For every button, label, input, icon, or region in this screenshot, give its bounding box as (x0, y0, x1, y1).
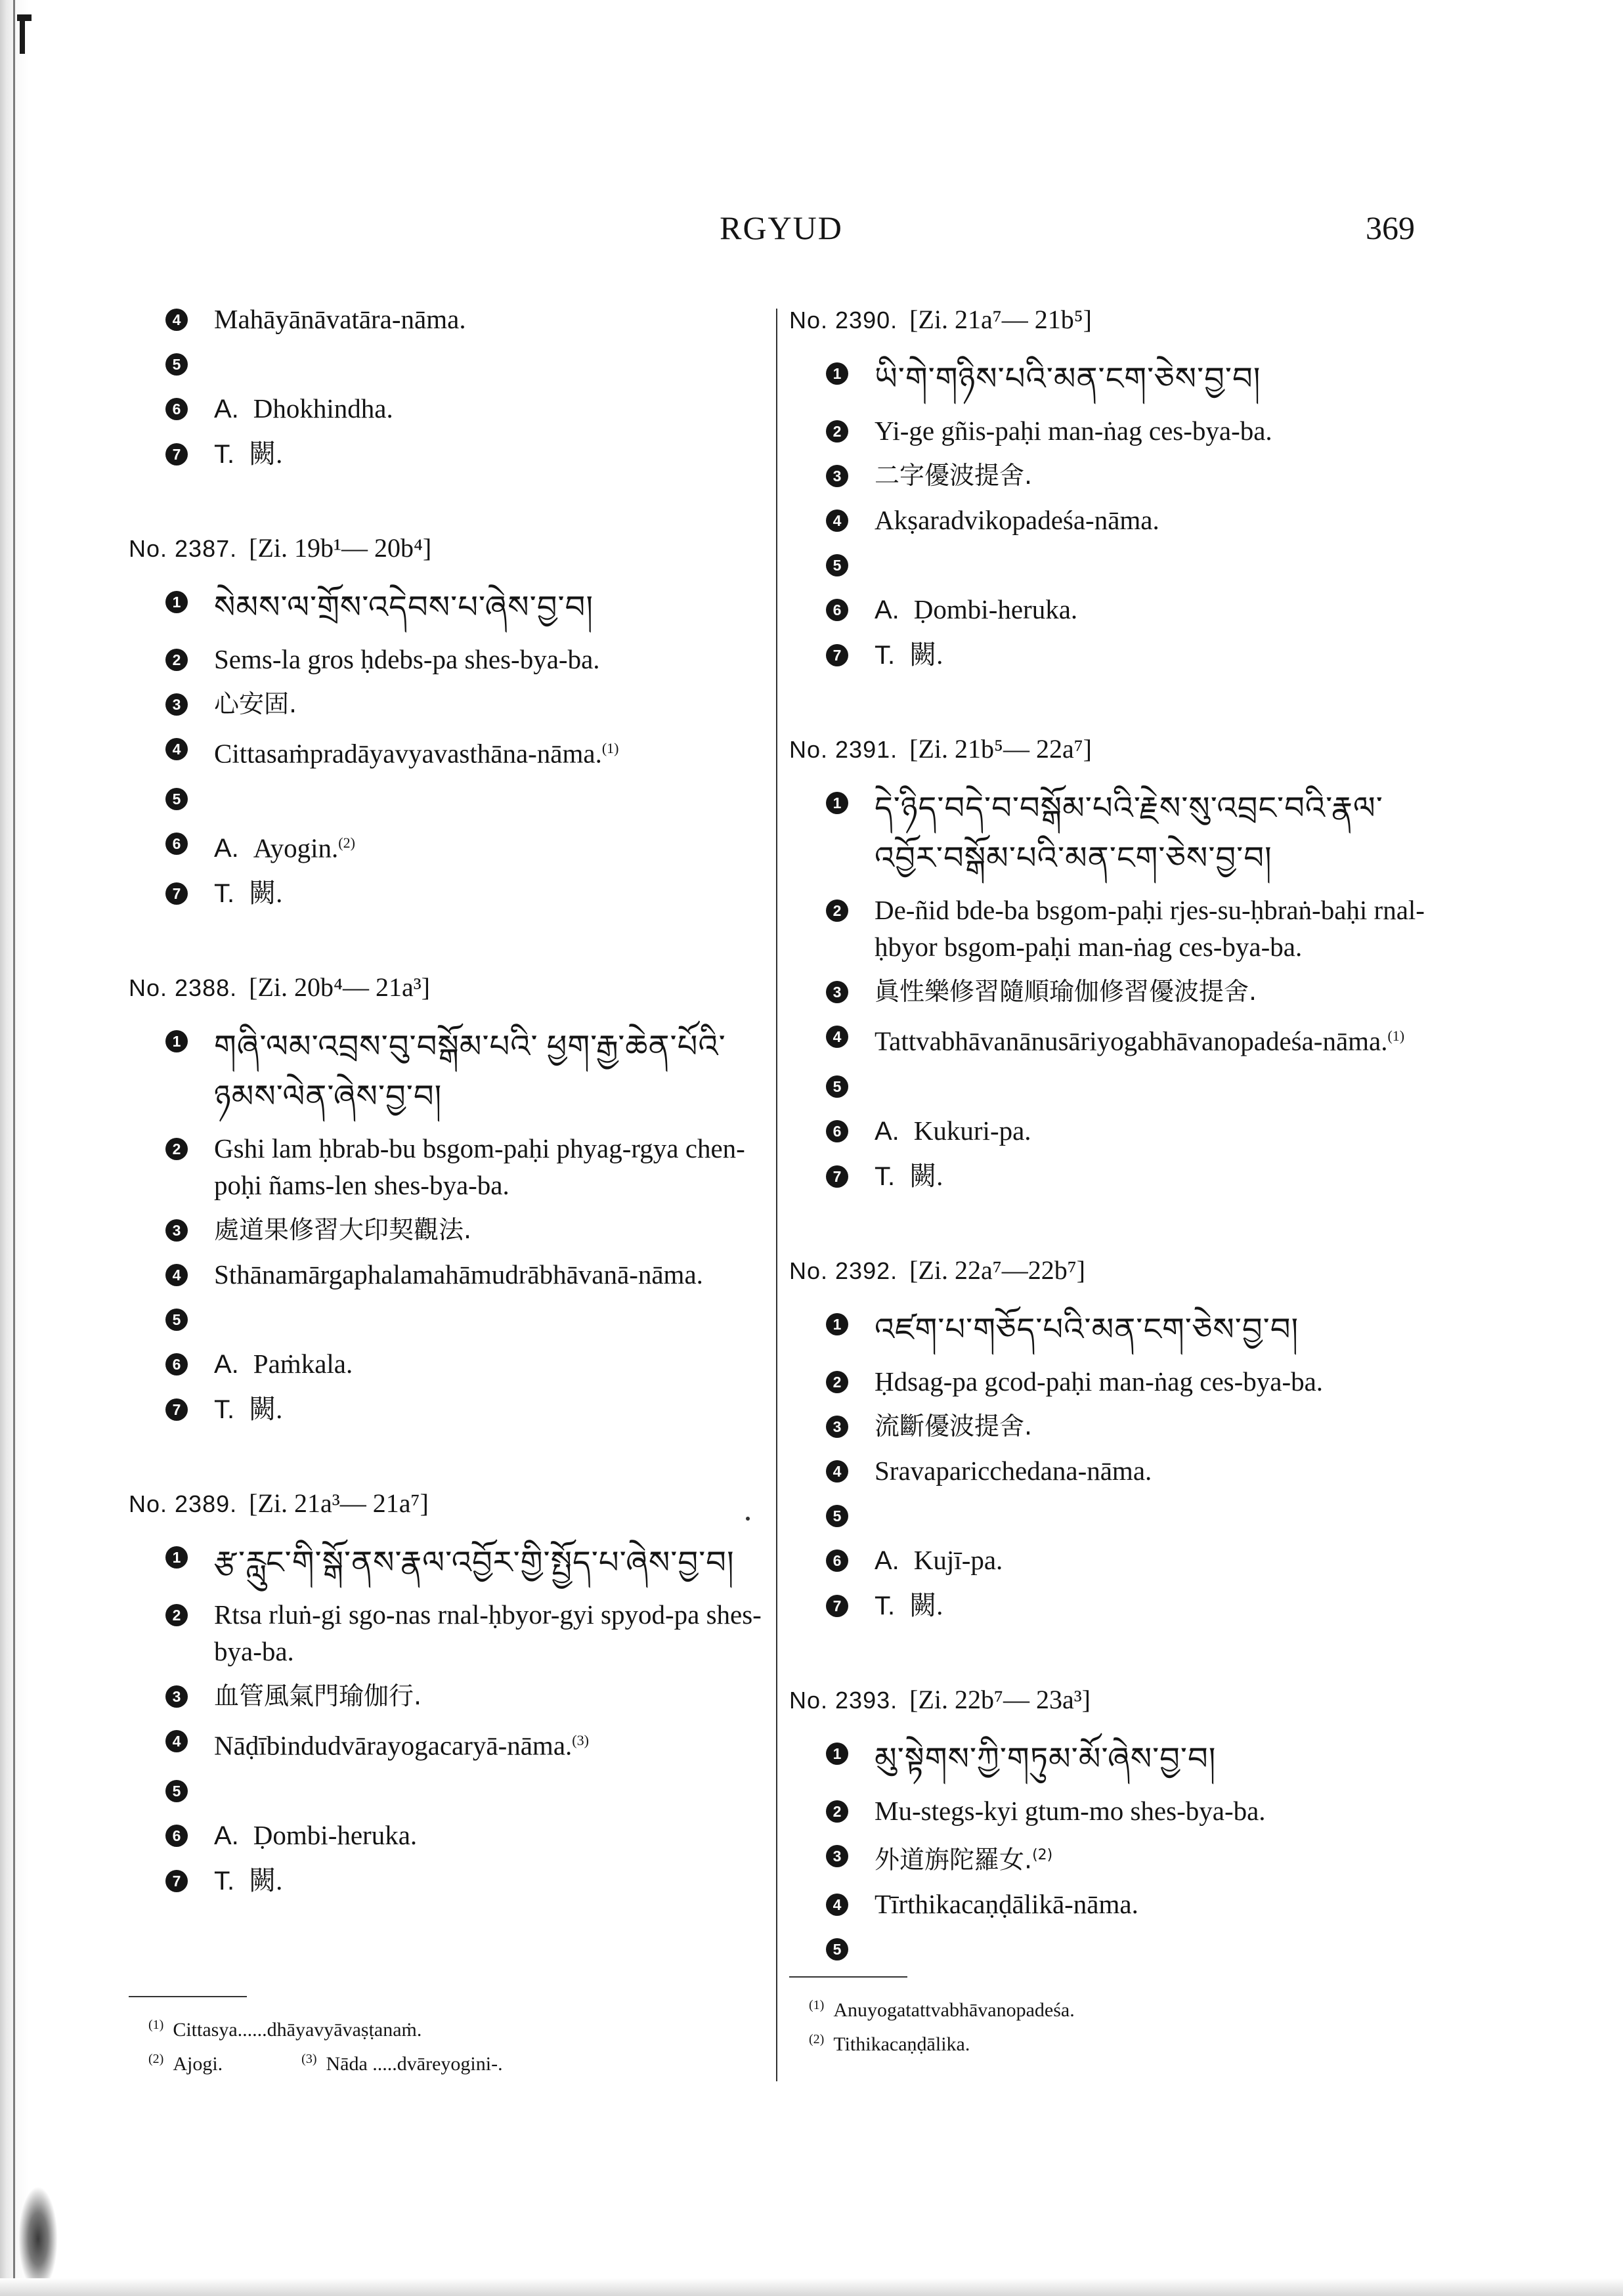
tibetan-title (875, 1305, 1446, 1355)
entry-text (214, 825, 767, 867)
footnotes-right (809, 1991, 1075, 2059)
footnote-text: Cittasya......dhāyavyāvaṣṭanaṁ. (173, 2019, 422, 2041)
entry-value: Cittasaṁpradāyavyavasthāna-nāma. (214, 738, 602, 769)
circled-number-marker: 5 (165, 788, 188, 810)
entry-heading (129, 968, 767, 1007)
entry-field-label: T. (214, 1866, 235, 1895)
entry-value: Akṣaradvikopadeśa-nāma. (875, 505, 1159, 535)
circled-number-marker: 2 (826, 1800, 848, 1823)
entry-line (129, 875, 767, 912)
entry-text (875, 591, 1446, 628)
entry-line (129, 730, 767, 772)
circled-number-marker: 5 (165, 353, 188, 376)
chinese-title (875, 973, 1446, 1010)
tibetan-title (214, 1538, 767, 1588)
entry-heading (129, 1484, 767, 1523)
circled-number-marker: 2 (165, 1138, 188, 1160)
footnote-text: Tithikacaṇḍālika. (833, 2033, 970, 2055)
circled-number-marker: 6 (165, 1353, 188, 1375)
entry-line (129, 1130, 767, 1203)
entry-line (129, 345, 767, 382)
entry-value: De-ñid bde-ba bsgom-paḥi rjes-su-ḥbraṅ-baḥi rnal-ḥbyor bsgom-paḥi man-ṅag ces-bya-ba. (875, 895, 1425, 962)
entry-field-label: T. (875, 1161, 896, 1191)
entry-line (789, 636, 1446, 674)
tibetan-title (214, 583, 767, 633)
entry-text (875, 1158, 1446, 1195)
circled-number-marker: 4 (826, 509, 848, 532)
footnote-ref: (2) (1032, 1846, 1053, 1863)
circled-number-marker: 3 (826, 1845, 848, 1867)
footnote-ref: (3) (572, 1732, 589, 1749)
circled-number-marker: 3 (165, 693, 188, 716)
footnote-text: Anuyogatattvabhāvanopadeśa. (833, 1999, 1075, 2021)
circled-number-marker: 6 (165, 1825, 188, 1847)
entry-value: Nāḍībindudvārayogacaryā-nāma. (214, 1730, 573, 1761)
footnote-text: Nāda .....dvāreyogini-. (326, 2053, 503, 2075)
circled-number-marker: 5 (826, 554, 848, 576)
entry-text (214, 1130, 767, 1203)
entry-line (129, 825, 767, 867)
entry-value: Sems-la gros ḥdebs-pa shes-bya-ba. (214, 644, 600, 674)
entry-line (789, 1497, 1446, 1534)
catalogue-entry (129, 529, 767, 912)
entry-value: Kukuri-pa. (913, 1115, 1031, 1146)
entry-folio-ref: [Zi. 20b⁴— 21a³] (249, 972, 431, 1003)
tibetan-title (214, 1022, 767, 1122)
page-title: RGYUD (720, 209, 843, 246)
entry-text (875, 1068, 1446, 1104)
circled-number-marker: 5 (826, 1938, 848, 1960)
entry-text (214, 390, 767, 427)
entry-text (214, 435, 767, 473)
entry-value: སེམས་ལ་གྲོས་འདེབས་པ་ཞེས་བྱ་བ། (214, 590, 594, 625)
entry-line (129, 1678, 767, 1714)
entry-line (129, 1301, 767, 1337)
entry-value: Ḍombi-heruka. (913, 594, 1078, 624)
entry-line (789, 412, 1446, 449)
catalogue-entry (789, 1681, 1446, 1968)
entry-text (214, 1772, 767, 1809)
entry-number: No. 2391. (789, 736, 898, 763)
footnote-ref: (1) (601, 740, 619, 756)
page-number: 369 (1366, 209, 1415, 246)
circled-number-marker: 4 (165, 738, 188, 760)
entry-line (789, 1112, 1446, 1150)
entry-text (875, 546, 1446, 583)
chinese-title (214, 1678, 767, 1714)
circled-number-marker: 2 (165, 649, 188, 671)
circled-number-marker: 7 (826, 1595, 848, 1617)
entry-field-label: A. (214, 1821, 239, 1850)
entry-text (214, 1256, 767, 1293)
left-column (129, 301, 767, 1956)
catalogue-entry (129, 968, 767, 1428)
entry-line (789, 1735, 1446, 1785)
circled-number-marker: 5 (165, 1309, 188, 1331)
entry-value: 闕. (909, 1160, 943, 1191)
entry-value: 闕. (249, 439, 283, 469)
circled-number-marker: 4 (165, 1730, 188, 1752)
entry-value: 闕. (909, 1590, 943, 1620)
chinese-title (875, 1837, 1446, 1878)
entry-value: Rtsa rluṅ-gi sgo-nas rnal-ḥbyor-gyi spyod-pa shes-bya-ba. (214, 1599, 762, 1667)
entry-line (129, 1211, 767, 1248)
entry-line (789, 1158, 1446, 1195)
stray-dot (746, 1517, 750, 1521)
entry-text (214, 1596, 767, 1670)
entry-field-label: A. (214, 834, 239, 863)
entry-value: Mu-stegs-kyi gtum-mo shes-bya-ba. (875, 1795, 1266, 1826)
entry-value: Tīrthikacaṇḍālikā-nāma. (875, 1889, 1138, 1920)
entry-line (789, 1587, 1446, 1624)
entry-text (875, 502, 1446, 538)
entry-value: Ayogin. (253, 833, 339, 863)
entry-text (875, 1792, 1446, 1829)
circled-number-marker: 5 (165, 1780, 188, 1802)
footnote-text: Ajogi. (173, 2053, 223, 2075)
footnote-ref: (2) (338, 834, 355, 851)
circled-number-marker: 4 (165, 1264, 188, 1286)
circled-number-marker: 1 (826, 362, 848, 385)
circled-number-marker: 5 (826, 1075, 848, 1098)
chinese-title (214, 685, 767, 722)
entry-heading (129, 529, 767, 567)
entry-field-label: A. (875, 596, 899, 624)
entry-text (214, 641, 767, 678)
entry-field-label: A. (214, 395, 239, 423)
entry-heading (789, 730, 1446, 768)
footnote-ref: (1) (1387, 1028, 1405, 1044)
circled-number-marker: 7 (165, 1870, 188, 1892)
footnote-mark: (2) (809, 2032, 825, 2047)
entry-text (214, 1862, 767, 1899)
entry-value: Yi-ge gñis-paḥi man-ṅag ces-bya-ba. (875, 416, 1272, 446)
circled-number-marker: 1 (826, 792, 848, 814)
entry-line (789, 1068, 1446, 1104)
entry-text (875, 1018, 1446, 1060)
entry-value: རྩ་རླུང་གི་སྒོ་ནས་རྣལ་འབྱོར་གྱི་སྤྱོད་པ་ཞེས་བྱ་བ། (214, 1546, 735, 1581)
entry-value: 心安固. (214, 689, 297, 718)
footnote (148, 2045, 503, 2079)
entry-field-label: A. (214, 1350, 239, 1379)
entry-value: Ḥdsag-pa gcod-paḥi man-ṅag ces-bya-ba. (875, 1366, 1324, 1397)
entry-line (789, 457, 1446, 494)
circled-number-marker: 7 (165, 443, 188, 466)
entry-line (789, 1837, 1446, 1878)
entry-value: Mahāyānāvatāra-nāma. (214, 304, 466, 334)
entry-value: 血管風氣門瑜伽行. (214, 1681, 422, 1711)
circled-number-marker: 4 (826, 1026, 848, 1048)
circled-number-marker: 1 (165, 591, 188, 613)
entry-value: Kujī-pa. (913, 1544, 1003, 1575)
entry-text (875, 1542, 1446, 1579)
entry-text (875, 636, 1446, 674)
entry-line (789, 1018, 1446, 1060)
entry-text (875, 1497, 1446, 1534)
entry-value: 眞性樂修習隨順瑜伽修習優波提舍. (875, 977, 1257, 1006)
catalogue-entry (789, 730, 1446, 1195)
circled-number-marker: 3 (826, 1416, 848, 1438)
entry-line (129, 1022, 767, 1122)
entry-value: 闕. (909, 639, 943, 670)
circled-number-marker: 1 (826, 1313, 848, 1335)
entry-value: Gshi lam ḥbrab-bu bsgom-paḥi phyag-rgya chen-poḥi ñams-len shes-bya-ba. (214, 1133, 745, 1201)
circled-number-marker: 2 (826, 420, 848, 443)
footnote-rule-left (129, 1996, 247, 1997)
entry-line (129, 1538, 767, 1588)
entry-line (789, 1408, 1446, 1444)
entry-line (789, 1305, 1446, 1355)
entry-line (789, 355, 1446, 404)
entry-value: Dhokhindha. (253, 393, 393, 423)
entry-line (789, 892, 1446, 965)
circled-number-marker: 1 (165, 1546, 188, 1569)
entry-text (214, 1345, 767, 1383)
circled-number-marker: 6 (826, 1120, 848, 1142)
entry-value: མུ་སྟེགས་ཀྱི་གཏུམ་མོ་ཞེས་བྱ་བ། (875, 1741, 1217, 1777)
footnote (809, 1991, 1075, 2025)
entry-line (789, 784, 1446, 884)
scan-bottom-edge (0, 2278, 1623, 2296)
entry-text (875, 412, 1446, 449)
entry-text (875, 1886, 1446, 1922)
catalogue-entry (129, 1484, 767, 1899)
entry-number: No. 2390. (789, 307, 898, 334)
entry-text (214, 730, 767, 772)
entry-field-label: T. (875, 1591, 896, 1620)
entry-line (129, 1722, 767, 1764)
catalogue-entry (789, 1251, 1446, 1624)
entry-line (789, 1452, 1446, 1489)
entry-text (875, 892, 1446, 965)
entry-value: 闕. (249, 1865, 283, 1895)
entry-folio-ref: [Zi. 22b⁷— 23a³] (909, 1684, 1091, 1714)
entry-folio-ref: [Zi. 22a⁷—22b⁷] (909, 1255, 1085, 1285)
footnote (809, 2025, 1075, 2059)
entry-text (875, 1363, 1446, 1400)
entry-line (129, 1596, 767, 1670)
entry-text (214, 1301, 767, 1337)
circled-number-marker: 7 (165, 1398, 188, 1421)
circled-number-marker: 4 (826, 1894, 848, 1916)
circled-number-marker: 6 (165, 833, 188, 855)
circled-number-marker: 7 (165, 882, 188, 905)
entry-line (129, 1256, 767, 1293)
entry-text (214, 1817, 767, 1854)
tibetan-title (875, 1735, 1446, 1785)
entry-text (214, 875, 767, 912)
entry-value: འཛག་པ་གཅོད་པའི་མན་ངག་ཅེས་བྱ་བ། (875, 1312, 1299, 1347)
entry-line (789, 1792, 1446, 1829)
entry-value: 外道旃陀羅女. (875, 1845, 1033, 1874)
catalogue-entry (789, 301, 1446, 674)
entry-line (789, 1886, 1446, 1922)
entry-value: Sthānamārgaphalamahāmudrābhāvanā-nāma. (214, 1259, 703, 1290)
tibetan-title (875, 355, 1446, 404)
entry-value: ཡི་གེ་གཉིས་པའི་མན་ངག་ཅེས་བྱ་བ། (875, 362, 1261, 397)
entry-line (789, 546, 1446, 583)
circled-number-marker: 1 (826, 1743, 848, 1765)
scan-gutter-line (13, 0, 15, 2296)
entry-field-label: T. (214, 1395, 235, 1425)
entry-heading (789, 1251, 1446, 1289)
entry-line (789, 591, 1446, 628)
entry-field-label: A. (875, 1546, 899, 1575)
footnote-mark: (3) (301, 2052, 317, 2066)
entry-number: No. 2393. (789, 1686, 898, 1714)
circled-number-marker: 3 (826, 465, 848, 487)
entry-line (129, 1391, 767, 1428)
entry-line (129, 583, 767, 633)
entry-text (214, 780, 767, 817)
entry-line (129, 1862, 767, 1899)
footnotes-left (148, 2010, 503, 2079)
chinese-title (875, 1408, 1446, 1444)
entry-text (214, 345, 767, 382)
entry-line (789, 1542, 1446, 1579)
entry-text (875, 1930, 1446, 1967)
circled-number-marker: 6 (826, 1549, 848, 1572)
entry-text (875, 1112, 1446, 1150)
entry-number: No. 2388. (129, 974, 238, 1002)
footnote-mark: (1) (809, 1998, 825, 2012)
entry-folio-ref: [Zi. 21b⁵— 22a⁷] (909, 734, 1092, 764)
circled-number-marker: 2 (826, 1371, 848, 1393)
entry-line (789, 1930, 1446, 1967)
entry-field-label: T. (214, 879, 235, 909)
right-column (789, 301, 1446, 2024)
footnote-rule-right (789, 1976, 907, 1978)
chinese-title (214, 1211, 767, 1248)
entry-line (789, 973, 1446, 1010)
scan-stain (18, 2186, 58, 2291)
entry-text (214, 301, 767, 337)
entry-number: No. 2392. (789, 1257, 898, 1284)
entry-text (214, 1391, 767, 1428)
circled-number-marker: 4 (165, 309, 188, 331)
entry-line (129, 641, 767, 678)
circled-number-marker: 2 (165, 1604, 188, 1626)
entry-value: Sravaparicchedana-nāma. (875, 1455, 1152, 1486)
footnote (148, 2010, 503, 2045)
entry-text (214, 1722, 767, 1764)
entry-field-label: T. (214, 440, 235, 469)
footnote-mark: (2) (148, 2052, 164, 2066)
entry-value: 闕. (249, 878, 283, 909)
entry-line (129, 390, 767, 427)
circled-number-marker: 3 (826, 981, 848, 1003)
entry-folio-ref: [Zi. 21a⁷— 21b⁵] (909, 305, 1092, 334)
entry-value: Tattvabhāvanānusāriyogabhāvanopadeśa-nāma. (875, 1026, 1388, 1056)
entry-field-label: A. (875, 1116, 899, 1146)
footnote-mark: (1) (148, 2018, 164, 2032)
entry-line (129, 301, 767, 337)
circled-number-marker: 7 (826, 644, 848, 666)
entry-line (129, 435, 767, 473)
entry-heading (789, 301, 1446, 339)
entry-line (789, 502, 1446, 538)
entry-heading (789, 1681, 1446, 1719)
entry-value: 闕. (249, 1394, 283, 1425)
circled-number-marker: 2 (826, 899, 848, 922)
catalogue-entry (129, 301, 767, 473)
entry-line (129, 1345, 767, 1383)
circled-number-marker: 6 (165, 398, 188, 420)
entry-number: No. 2387. (129, 535, 238, 562)
circled-number-marker: 4 (826, 1460, 848, 1483)
tibetan-title (875, 784, 1446, 884)
entry-line (129, 1817, 767, 1854)
entry-value: Paṁkala. (253, 1349, 353, 1379)
entry-value: 處道果修習大印契觀法. (214, 1215, 472, 1245)
column-divider (776, 309, 777, 2081)
corner-mark (20, 14, 25, 54)
entry-line (129, 780, 767, 817)
entry-folio-ref: [Zi. 21a³— 21a⁷] (249, 1488, 429, 1519)
chinese-title (875, 457, 1446, 494)
entry-value: 二字優波提舍. (875, 461, 1033, 490)
circled-number-marker: 3 (165, 1685, 188, 1708)
entry-value: དེ་ཉིད་བདེ་བ་བསྒོམ་པའི་རྗེས་སུ་འབྲང་བའི་རྣལ་འབྱོར་བསྒོམ་པའི་མན་ངག་ཅེས་བྱ་བ། (875, 791, 1383, 876)
circled-number-marker: 1 (165, 1030, 188, 1052)
entry-field-label: T. (875, 641, 896, 670)
entry-line (789, 1363, 1446, 1400)
entry-value: 流斷優波提舍. (875, 1411, 1033, 1440)
entry-line (129, 1772, 767, 1809)
entry-line (129, 685, 767, 722)
entry-folio-ref: [Zi. 19b¹— 20b⁴] (249, 533, 432, 563)
entry-value: གཞི་ལམ་འབྲས་བུ་བསྒོམ་པའི་ ཕྱག་རྒྱ་ཆེན་པོའི་ ཉམས་ལེན་ཞེས་བྱ་བ། (214, 1029, 726, 1115)
entry-number: No. 2389. (129, 1490, 238, 1518)
circled-number-marker: 5 (826, 1505, 848, 1527)
circled-number-marker: 7 (826, 1165, 848, 1188)
entry-text (875, 1452, 1446, 1489)
circled-number-marker: 6 (826, 599, 848, 621)
circled-number-marker: 3 (165, 1219, 188, 1242)
entry-value: Ḍombi-heruka. (253, 1819, 418, 1850)
entry-text (875, 1587, 1446, 1624)
